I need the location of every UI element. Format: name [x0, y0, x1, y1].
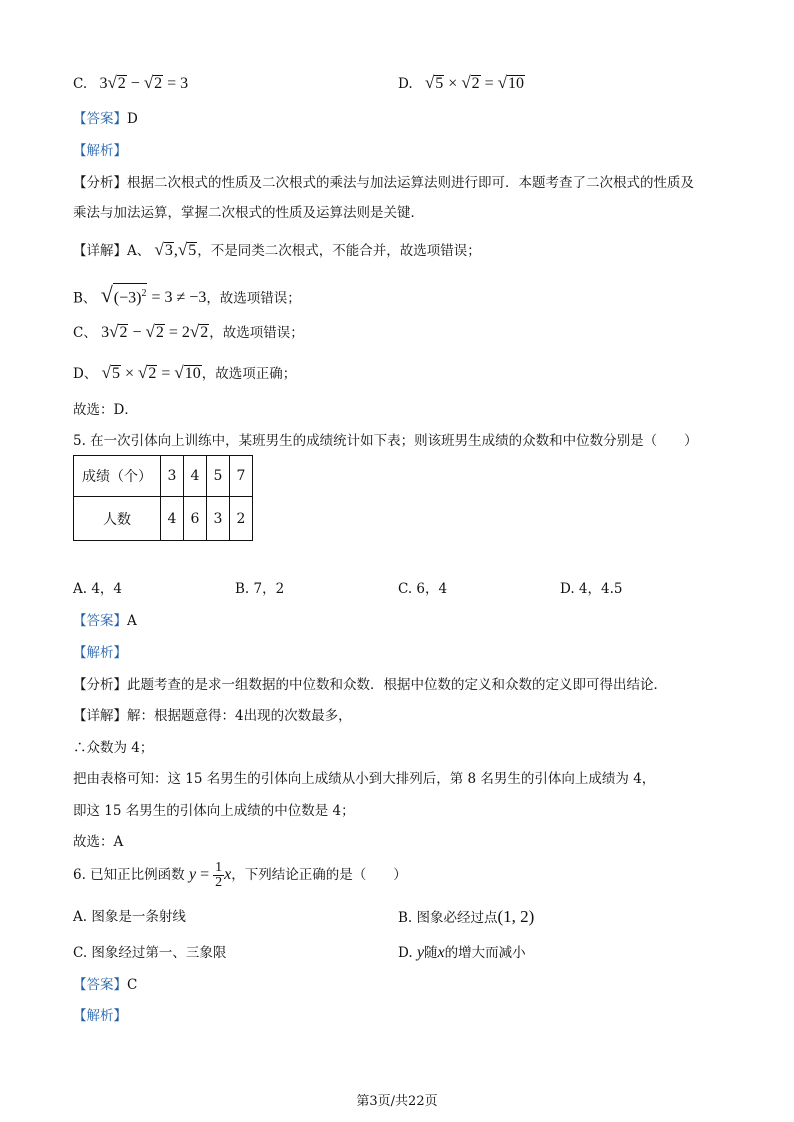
q6-var-y: y [416, 944, 425, 961]
q5-analysis-head: 【解析】 [73, 645, 127, 661]
q6-answer [73, 976, 137, 994]
answer-value: D [127, 111, 138, 127]
answer-tag: 【答案】 [73, 977, 127, 993]
detail-c-text: ，故选项错误； [209, 325, 304, 341]
detail-tag: 【详解】 [73, 708, 127, 724]
table-cell: 3 [161, 456, 184, 497]
table-cell: 成绩（个） [74, 456, 161, 497]
q6-option-b [398, 908, 534, 927]
q4-detail-a [73, 241, 481, 260]
detail-b-formula: $√(-3)^2 = 3 \ne -3$ [100, 282, 207, 308]
q6-option-b-point: (1, 2) [497, 907, 535, 926]
q5-detail-line2: ∴众数为 4； [73, 740, 154, 756]
detail-d-text: ，故选项正确； [201, 366, 297, 382]
q6-option-d-prefix: D. [398, 945, 413, 961]
detail-text: 解：根据题意得：4出现的次数最多， [127, 708, 352, 724]
detail-tag: 【详解】 [73, 243, 127, 259]
table-cell: 人数 [74, 497, 161, 541]
detail-a-prefix: A、 [127, 243, 151, 259]
detail-c-formula: 3√2 − √2 = 2√2 [101, 322, 209, 341]
q5-option-c: C. 6，4 [398, 581, 448, 597]
table-cell: 5 [207, 456, 230, 497]
q5-answer [73, 612, 137, 630]
table-cell: 4 [161, 497, 184, 541]
q4-option-c [73, 74, 188, 93]
q5-detail-line5: 故选：A [73, 834, 124, 850]
table-cell: 2 [230, 497, 253, 541]
detail-a-formula: √3,√5 [154, 240, 197, 259]
detail-d-prefix: D、 [73, 366, 98, 382]
q6-function-formula: y = $\frac{1}{2}$ x [188, 859, 232, 890]
q4-conclusion: 故选：D． [73, 402, 138, 418]
q5-stem: 5. 在一次引体向上训练中，某班男生的成绩统计如下表；则该班男生成绩的众数和中位数分别是（ ） [73, 433, 698, 449]
q5-analysis [73, 676, 667, 694]
q4-detail-b [73, 282, 301, 307]
q4-option-c-formula: 3√2 − √2 = 3 [91, 73, 189, 92]
q6-option-d-suffix: 的增大而减小 [444, 945, 526, 961]
analysis-text: 此题考查的是求一组数据的中位数和众数．根据中位数的定义和众数的定义即可得出结论． [127, 677, 667, 693]
q4-analysis-line2: 乘法与加法运算，掌握二次根式的性质及运算法则是关键． [73, 205, 424, 221]
q5-detail-line1 [73, 707, 352, 725]
q6-stem [73, 860, 407, 890]
detail-a-text: ，不是同类二次根式，不能合并，故选项错误； [197, 243, 481, 259]
page-footer: 第3页/共22页 [356, 1094, 438, 1109]
q6-option-d-text: 随 [424, 945, 438, 961]
table-row [74, 456, 253, 497]
table-row [74, 497, 253, 541]
q4-analysis-line1 [73, 174, 694, 192]
q5-detail-line4: 即这 15 名男生的引体向上成绩的中位数是 4； [73, 803, 355, 819]
q5-option-b: B. 7，2 [235, 581, 285, 597]
table-cell: 4 [184, 456, 207, 497]
analysis-tag: 【分析】 [73, 677, 127, 693]
answer-value: A [127, 613, 137, 629]
table-cell: 7 [230, 456, 253, 497]
answer-tag: 【答案】 [73, 111, 127, 127]
table-cell: 6 [184, 497, 207, 541]
q5-option-d: D. 4，4.5 [560, 581, 623, 597]
analysis-tag: 【分析】 [73, 175, 127, 191]
q6-stem-prefix: 6. 已知正比例函数 [73, 867, 185, 883]
table-cell: 3 [207, 497, 230, 541]
answer-value: C [127, 977, 138, 993]
analysis-text: 根据二次根式的性质及二次根式的乘法与加法运算法则进行即可．本题考查了二次根式的性质及 [127, 175, 694, 191]
q4-option-d-label: D. [398, 76, 413, 92]
detail-c-prefix: C、 [73, 325, 97, 341]
q4-answer [73, 110, 138, 128]
q5-option-a: A. 4，4 [73, 581, 123, 597]
q4-option-d-formula: √5 × √2 = √10 [424, 73, 525, 92]
score-table [73, 455, 253, 541]
q4-option-d [398, 74, 525, 93]
q4-option-c-label: C. [73, 76, 88, 92]
q6-analysis-head: 【解析】 [73, 1008, 127, 1024]
q6-option-c: C. 图象经过第一、三象限 [73, 945, 227, 961]
q6-var-x: x [437, 944, 445, 961]
q5-detail-line3: 把由表格可知：这 15 名男生的引体向上成绩从小到大排列后，第 8 名男生的引体向上成绩为 4， [73, 771, 656, 787]
q6-stem-suffix: ，下列结论正确的是（ ） [231, 867, 407, 883]
q4-analysis-head: 【解析】 [73, 143, 127, 159]
q4-detail-d [73, 364, 296, 383]
q6-option-b-text: B. 图象必经过点 [398, 910, 498, 926]
answer-tag: 【答案】 [73, 613, 127, 629]
detail-b-prefix: B、 [73, 290, 97, 307]
detail-d-formula: √5 × √2 = √10 [101, 363, 201, 382]
detail-b-text: ，故选项错误； [206, 290, 301, 307]
q6-option-a: A. 图象是一条射线 [73, 909, 186, 925]
q4-detail-c [73, 323, 304, 342]
q6-option-d [398, 944, 526, 962]
